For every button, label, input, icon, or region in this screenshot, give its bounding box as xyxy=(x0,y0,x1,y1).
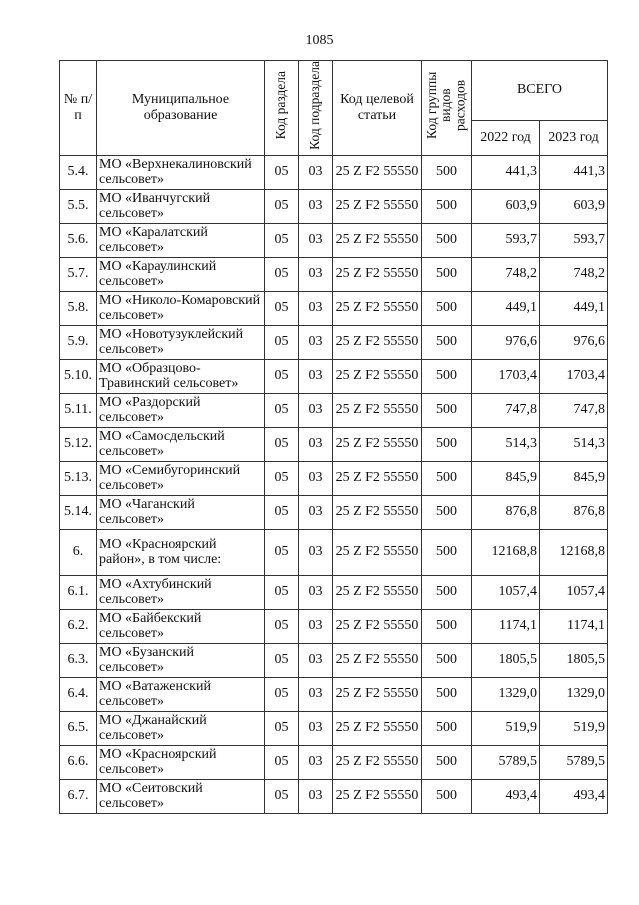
target-code: 25 Z F2 55550 xyxy=(333,427,422,461)
table-row xyxy=(60,325,608,359)
section-code: 05 xyxy=(265,779,299,813)
subsection-code: 03 xyxy=(299,393,333,427)
amount-2023: 1057,4 xyxy=(540,575,608,609)
amount-2022: 593,7 xyxy=(472,223,540,257)
subsection-code: 03 xyxy=(299,643,333,677)
subsection-code: 03 xyxy=(299,495,333,529)
amount-2022: 603,9 xyxy=(472,189,540,223)
amount-2023: 519,9 xyxy=(540,711,608,745)
table-row xyxy=(60,609,608,643)
municipality-name: МО «Верхнекалиновский сельсовет» xyxy=(97,155,265,189)
header-row xyxy=(60,61,608,121)
target-code: 25 Z F2 55550 xyxy=(333,291,422,325)
target-code: 25 Z F2 55550 xyxy=(333,711,422,745)
expense-group-code: 500 xyxy=(422,189,472,223)
row-number: 5.6. xyxy=(60,223,97,257)
subsection-code: 03 xyxy=(299,359,333,393)
municipality-name: МО «Ватаженский сельсовет» xyxy=(97,677,265,711)
amount-2023: 12168,8 xyxy=(540,529,608,575)
subsection-code: 03 xyxy=(299,325,333,359)
section-code: 05 xyxy=(265,155,299,189)
row-number: 5.7. xyxy=(60,257,97,291)
section-code: 05 xyxy=(265,325,299,359)
amount-2023: 1329,0 xyxy=(540,677,608,711)
section-code: 05 xyxy=(265,609,299,643)
header-year-2023: 2023 год xyxy=(540,120,608,155)
subsection-code: 03 xyxy=(299,427,333,461)
subsection-code: 03 xyxy=(299,575,333,609)
table-row xyxy=(60,495,608,529)
amount-2023: 1703,4 xyxy=(540,359,608,393)
table-body xyxy=(60,155,608,813)
municipality-name: МО «Иванчугский сельсовет» xyxy=(97,189,265,223)
amount-2022: 976,6 xyxy=(472,325,540,359)
expense-group-code: 500 xyxy=(422,677,472,711)
amount-2022: 876,8 xyxy=(472,495,540,529)
section-code: 05 xyxy=(265,189,299,223)
subsection-code: 03 xyxy=(299,779,333,813)
section-code: 05 xyxy=(265,677,299,711)
subsection-code: 03 xyxy=(299,461,333,495)
amount-2022: 449,1 xyxy=(472,291,540,325)
target-code: 25 Z F2 55550 xyxy=(333,359,422,393)
amount-2022: 1329,0 xyxy=(472,677,540,711)
amount-2023: 976,6 xyxy=(540,325,608,359)
municipality-name: МО «Караулинский сельсовет» xyxy=(97,257,265,291)
row-number: 5.5. xyxy=(60,189,97,223)
section-code: 05 xyxy=(265,745,299,779)
header-expense-group-label: Код группы видов расходов xyxy=(424,71,468,140)
municipality-name: МО «Раздорский сельсовет» xyxy=(97,393,265,427)
row-number: 6.4. xyxy=(60,677,97,711)
subsection-code: 03 xyxy=(299,711,333,745)
row-number: 6.6. xyxy=(60,745,97,779)
target-code: 25 Z F2 55550 xyxy=(333,575,422,609)
subsection-code: 03 xyxy=(299,745,333,779)
expense-group-code: 500 xyxy=(422,461,472,495)
target-code: 25 Z F2 55550 xyxy=(333,189,422,223)
municipality-name: МО «Красноярский сельсовет» xyxy=(97,745,265,779)
table-row xyxy=(60,575,608,609)
municipality-name: МО «Каралатский сельсовет» xyxy=(97,223,265,257)
amount-2022: 1174,1 xyxy=(472,609,540,643)
section-code: 05 xyxy=(265,427,299,461)
section-code: 05 xyxy=(265,529,299,575)
section-code: 05 xyxy=(265,461,299,495)
municipality-name: МО «Новотузуклейский сельсовет» xyxy=(97,325,265,359)
header-subsection-label: Код подраздела xyxy=(307,61,323,150)
target-code: 25 Z F2 55550 xyxy=(333,745,422,779)
amount-2023: 449,1 xyxy=(540,291,608,325)
row-number: 5.4. xyxy=(60,155,97,189)
row-number: 5.10. xyxy=(60,359,97,393)
row-number: 6.1. xyxy=(60,575,97,609)
target-code: 25 Z F2 55550 xyxy=(333,677,422,711)
expense-group-code: 500 xyxy=(422,257,472,291)
subsection-code: 03 xyxy=(299,155,333,189)
amount-2023: 5789,5 xyxy=(540,745,608,779)
expense-group-code: 500 xyxy=(422,291,472,325)
amount-2023: 593,7 xyxy=(540,223,608,257)
table-row xyxy=(60,745,608,779)
section-code: 05 xyxy=(265,393,299,427)
municipality-name: МО «Джанайский сельсовет» xyxy=(97,711,265,745)
header-subsection xyxy=(299,61,333,156)
header-year-2022: 2022 год xyxy=(472,120,540,155)
expense-group-code: 500 xyxy=(422,575,472,609)
amount-2023: 441,3 xyxy=(540,155,608,189)
expense-group-code: 500 xyxy=(422,529,472,575)
municipality-name: МО «Ахтубинский сельсовет» xyxy=(97,575,265,609)
table-row xyxy=(60,189,608,223)
target-code: 25 Z F2 55550 xyxy=(333,529,422,575)
municipality-name: МО «Красноярский район», в том числе: xyxy=(97,529,265,575)
target-code: 25 Z F2 55550 xyxy=(333,257,422,291)
table-row xyxy=(60,677,608,711)
table-row xyxy=(60,223,608,257)
expense-group-code: 500 xyxy=(422,495,472,529)
row-number: 5.9. xyxy=(60,325,97,359)
amount-2023: 1805,5 xyxy=(540,643,608,677)
expense-group-code: 500 xyxy=(422,711,472,745)
target-code: 25 Z F2 55550 xyxy=(333,393,422,427)
expense-group-code: 500 xyxy=(422,155,472,189)
row-number: 6.7. xyxy=(60,779,97,813)
amount-2023: 603,9 xyxy=(540,189,608,223)
header-expense-group xyxy=(422,61,472,156)
municipality-name: МО «Семибугоринский сельсовет» xyxy=(97,461,265,495)
amount-2023: 748,2 xyxy=(540,257,608,291)
expense-group-code: 500 xyxy=(422,427,472,461)
expense-group-code: 500 xyxy=(422,643,472,677)
amount-2022: 845,9 xyxy=(472,461,540,495)
row-number: 6.5. xyxy=(60,711,97,745)
municipality-name: МО «Сеитовский сельсовет» xyxy=(97,779,265,813)
amount-2022: 1703,4 xyxy=(472,359,540,393)
row-number: 6.2. xyxy=(60,609,97,643)
row-number: 5.14. xyxy=(60,495,97,529)
amount-2023: 876,8 xyxy=(540,495,608,529)
amount-2022: 441,3 xyxy=(472,155,540,189)
target-code: 25 Z F2 55550 xyxy=(333,643,422,677)
section-code: 05 xyxy=(265,643,299,677)
row-number: 6.3. xyxy=(60,643,97,677)
amount-2022: 493,4 xyxy=(472,779,540,813)
subsection-code: 03 xyxy=(299,291,333,325)
expense-group-code: 500 xyxy=(422,745,472,779)
amount-2023: 514,3 xyxy=(540,427,608,461)
section-code: 05 xyxy=(265,291,299,325)
amount-2023: 1174,1 xyxy=(540,609,608,643)
expense-group-code: 500 xyxy=(422,359,472,393)
amount-2023: 747,8 xyxy=(540,393,608,427)
municipality-name: МО «Чаганский сельсовет» xyxy=(97,495,265,529)
amount-2022: 5789,5 xyxy=(472,745,540,779)
expense-group-code: 500 xyxy=(422,779,472,813)
row-number: 5.13. xyxy=(60,461,97,495)
amount-2022: 12168,8 xyxy=(472,529,540,575)
target-code: 25 Z F2 55550 xyxy=(333,325,422,359)
table-row xyxy=(60,529,608,575)
section-code: 05 xyxy=(265,575,299,609)
target-code: 25 Z F2 55550 xyxy=(333,609,422,643)
header-num: № п/п xyxy=(60,61,97,156)
header-municipality: Муниципальное образование xyxy=(97,61,265,156)
row-number: 5.12. xyxy=(60,427,97,461)
row-number: 5.8. xyxy=(60,291,97,325)
expense-group-code: 500 xyxy=(422,325,472,359)
table-row xyxy=(60,359,608,393)
subsection-code: 03 xyxy=(299,677,333,711)
table-row xyxy=(60,257,608,291)
target-code: 25 Z F2 55550 xyxy=(333,155,422,189)
amount-2022: 1057,4 xyxy=(472,575,540,609)
page-number: 1085 xyxy=(305,33,334,48)
subsection-code: 03 xyxy=(299,257,333,291)
section-code: 05 xyxy=(265,359,299,393)
expense-group-code: 500 xyxy=(422,609,472,643)
section-code: 05 xyxy=(265,495,299,529)
row-number: 5.11. xyxy=(60,393,97,427)
municipality-name: МО «Бузанский сельсовет» xyxy=(97,643,265,677)
amount-2023: 845,9 xyxy=(540,461,608,495)
subsection-code: 03 xyxy=(299,223,333,257)
municipality-name: МО «Образцово-Травинский сельсовет» xyxy=(97,359,265,393)
table-row xyxy=(60,393,608,427)
table-row xyxy=(60,779,608,813)
subsection-code: 03 xyxy=(299,189,333,223)
expense-group-code: 500 xyxy=(422,223,472,257)
table-row xyxy=(60,461,608,495)
header-target: Код целевой статьи xyxy=(333,61,422,156)
amount-2023: 493,4 xyxy=(540,779,608,813)
table-row xyxy=(60,711,608,745)
amount-2022: 1805,5 xyxy=(472,643,540,677)
target-code: 25 Z F2 55550 xyxy=(333,495,422,529)
municipality-name: МО «Байбекский сельсовет» xyxy=(97,609,265,643)
expense-group-code: 500 xyxy=(422,393,472,427)
row-number: 6. xyxy=(60,529,97,575)
section-code: 05 xyxy=(265,223,299,257)
subsection-code: 03 xyxy=(299,609,333,643)
target-code: 25 Z F2 55550 xyxy=(333,461,422,495)
amount-2022: 514,3 xyxy=(472,427,540,461)
amount-2022: 519,9 xyxy=(472,711,540,745)
table-row xyxy=(60,643,608,677)
header-section-label: Код раздела xyxy=(273,71,289,140)
header-section xyxy=(265,61,299,156)
amount-2022: 747,8 xyxy=(472,393,540,427)
section-code: 05 xyxy=(265,711,299,745)
table-row xyxy=(60,427,608,461)
municipality-name: МО «Самосдельский сельсовет» xyxy=(97,427,265,461)
municipality-name: МО «Николо-Комаровский сельсовет» xyxy=(97,291,265,325)
budget-table xyxy=(59,60,608,814)
table-row xyxy=(60,155,608,189)
amount-2022: 748,2 xyxy=(472,257,540,291)
header-total: ВСЕГО xyxy=(472,61,608,121)
target-code: 25 Z F2 55550 xyxy=(333,223,422,257)
section-code: 05 xyxy=(265,257,299,291)
subsection-code: 03 xyxy=(299,529,333,575)
target-code: 25 Z F2 55550 xyxy=(333,779,422,813)
table-row xyxy=(60,291,608,325)
